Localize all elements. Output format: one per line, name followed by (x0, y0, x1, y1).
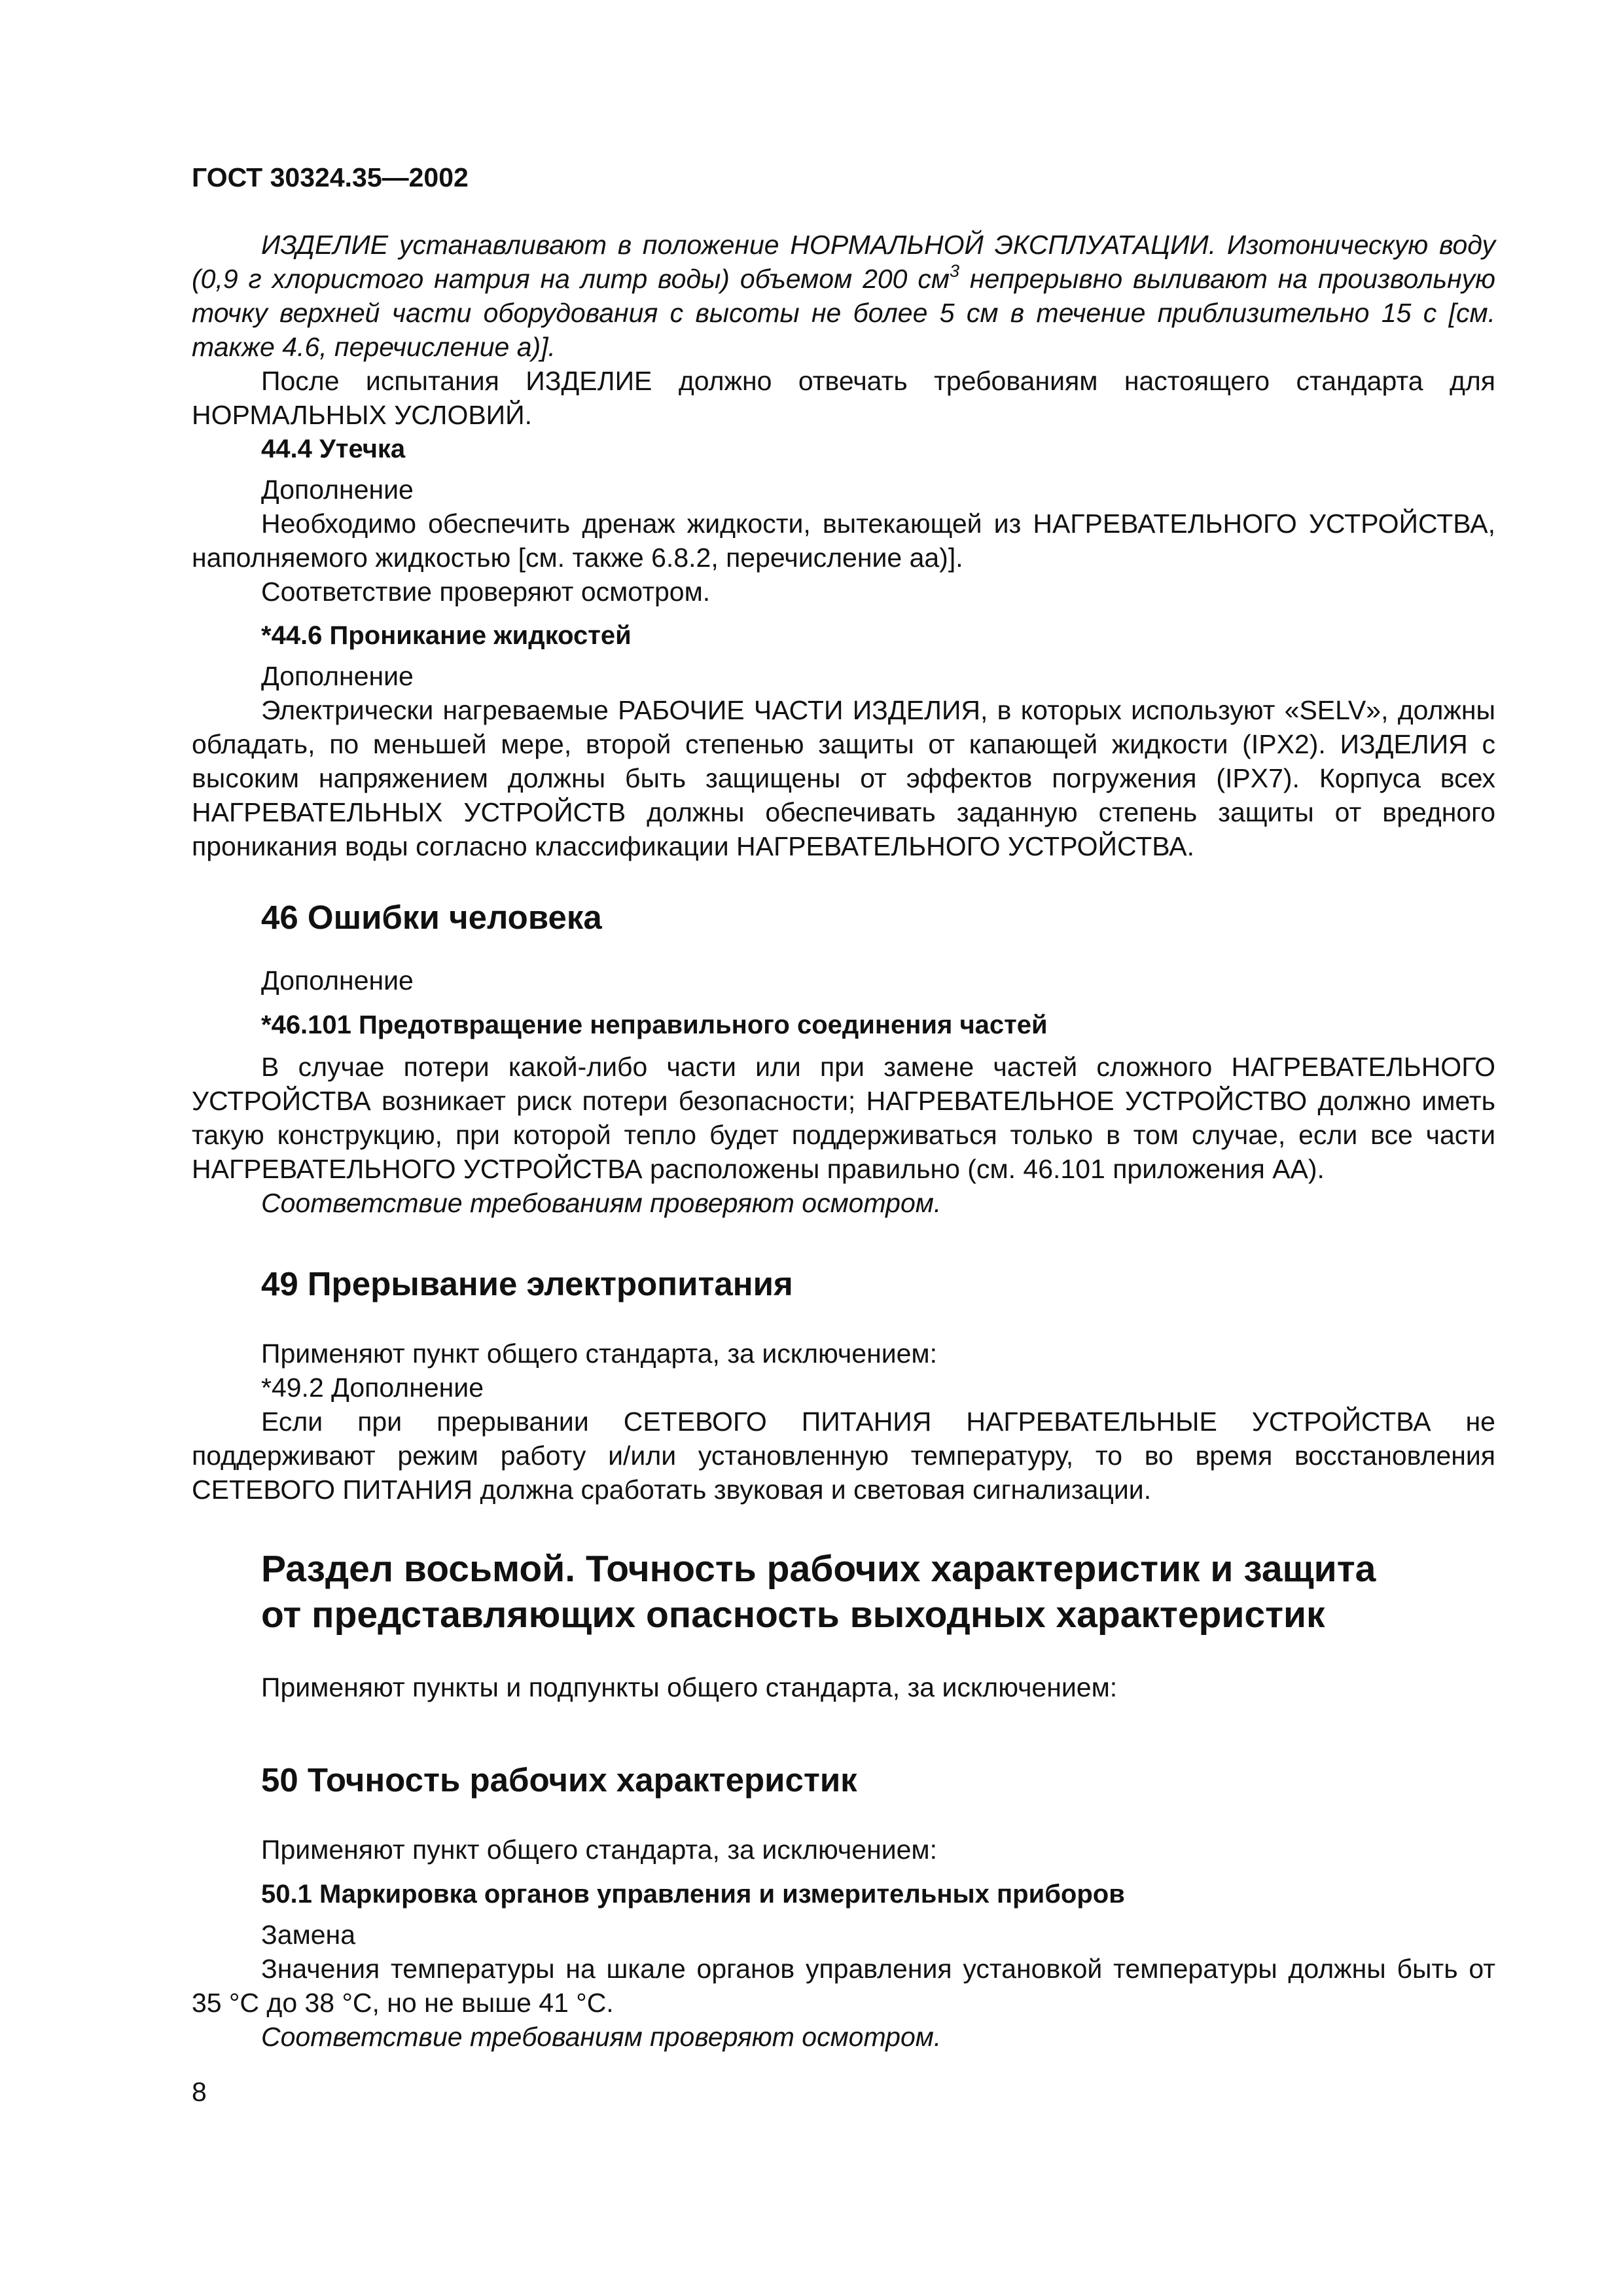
part-eight-intro: Применяют пункты и подпункты общего стандарта, за исключением: (261, 1672, 1118, 1702)
section-50-1-text: Значения температуры на шкале органов управления установкой температуры должны быть от 35 °С до 38 °С, но не выше 41 °С. (192, 1954, 1495, 2018)
section-44-4-title: 44.4 Утечка (261, 435, 406, 463)
section-44-4 (192, 432, 1495, 609)
section-50-1-replacement: Замена (261, 1920, 356, 1950)
section-44-6-supplement: Дополнение (261, 661, 414, 691)
intro-text-a: ИЗДЕЛИЕ устанавливают в положение НОРМАЛЬНОЙ ЭКСПЛУАТАЦИИ. Изотоническую воду (0,9 г хлористого натрия на литр воды) объемом 200 см (192, 230, 1495, 294)
section-44-6-text: Электрически нагреваемые РАБОЧИЕ ЧАСТИ ИЗДЕЛИЯ, в которых используют «SELV», должны обладать, по меньшей мере, второй степенью защиты от капающей жидкости (IPX2). ИЗДЕЛИЯ с высоким напряжением должны быть защищены от эффектов погружения (IPX7). Корпуса всех НАГРЕВАТЕЛЬНЫХ УСТРОЙСТВ должны обеспечивать заданную степень защиты от вредного проникания воды согласно классификации НАГРЕВАТЕЛЬНОГО УСТРОЙСТВА. (192, 695, 1495, 861)
superscript-3: 3 (949, 261, 960, 281)
intro-text-b: непрерывно выливают на произвольную точку верхней части оборудования с высоты не более 5 см в течение приблизительно 15 с [см. также 4.6, перечисление а)]. (192, 264, 1496, 362)
section-46-101-title: *46.101 Предотвращение неправильного соединения частей (261, 1011, 1048, 1039)
section-44-4-compliance: Соответствие проверяют осмотром. (261, 577, 711, 607)
intro-paragraph-after-test: После испытания ИЗДЕЛИЕ должно отвечать требованиям настоящего стандарта для НОРМАЛЬНЫХ УСЛОВИЙ. (192, 366, 1495, 430)
section-46 (192, 898, 1495, 1220)
intro-paragraph-test (192, 228, 1495, 364)
section-49 (192, 1265, 1495, 1507)
section-50 (192, 1761, 1495, 2054)
section-50-title: 50 Точность рабочих характеристик (261, 1761, 857, 1799)
section-44-6-title: *44.6 Проникание жидкостей (261, 621, 632, 650)
section-46-title: 46 Ошибки человека (261, 899, 602, 936)
part-eight (192, 1546, 1495, 1704)
section-46-101-compliance: Соответствие требованиям проверяют осмотром. (261, 1188, 942, 1218)
section-44-6 (192, 619, 1495, 863)
section-46-supplement: Дополнение (261, 965, 414, 996)
section-49-intro: Применяют пункт общего стандарта, за исключением: (261, 1338, 937, 1369)
section-50-1-title: 50.1 Маркировка органов управления и измерительных приборов (261, 1880, 1125, 1909)
section-49-2-supplement: *49.2 Дополнение (261, 1372, 484, 1403)
section-50-intro: Применяют пункт общего стандарта, за исключением: (261, 1835, 937, 1865)
intro-section (192, 228, 1495, 432)
section-46-101-text: В случае потери какой-либо части или при замене частей сложного НАГРЕВАТЕЛЬНОГО УСТРОЙСТВА возникает риск потери безопасности; НАГРЕВАТЕЛЬНОЕ УСТРОЙСТВО должно иметь такую конструкцию, при которой тепло будет поддерживаться только в том случае, если все части НАГРЕВАТЕЛЬНОГО УСТРОЙСТВА расположены правильно (см. 46.101 приложения АА). (192, 1052, 1495, 1184)
document-number: ГОСТ 30324.35—2002 (192, 162, 469, 192)
section-49-2-text: Если при прерывании СЕТЕВОГО ПИТАНИЯ НАГРЕВАТЕЛЬНЫЕ УСТРОЙСТВА не поддерживают режим работу и/или установленную температуру, то во время восстановления СЕТЕВОГО ПИТАНИЯ должна сработать звуковая и световая сигнализации. (192, 1407, 1495, 1505)
part-eight-title-line-1: Раздел восьмой. Точность рабочих характеристик и защита (261, 1548, 1376, 1590)
section-44-4-supplement: Дополнение (261, 475, 414, 505)
part-eight-title-line-2: от представляющих опасность выходных характеристик (261, 1594, 1325, 1636)
section-44-4-text: Необходимо обеспечить дренаж жидкости, вытекающей из НАГРЕВАТЕЛЬНОГО УСТРОЙСТВА, наполняемого жидкостью [см. также 6.8.2, перечисление аа)]. (192, 509, 1495, 573)
section-50-1-compliance: Соответствие требованиям проверяют осмотром. (261, 2022, 942, 2052)
section-49-title: 49 Прерывание электропитания (261, 1265, 793, 1302)
page-number: 8 (192, 2077, 207, 2107)
